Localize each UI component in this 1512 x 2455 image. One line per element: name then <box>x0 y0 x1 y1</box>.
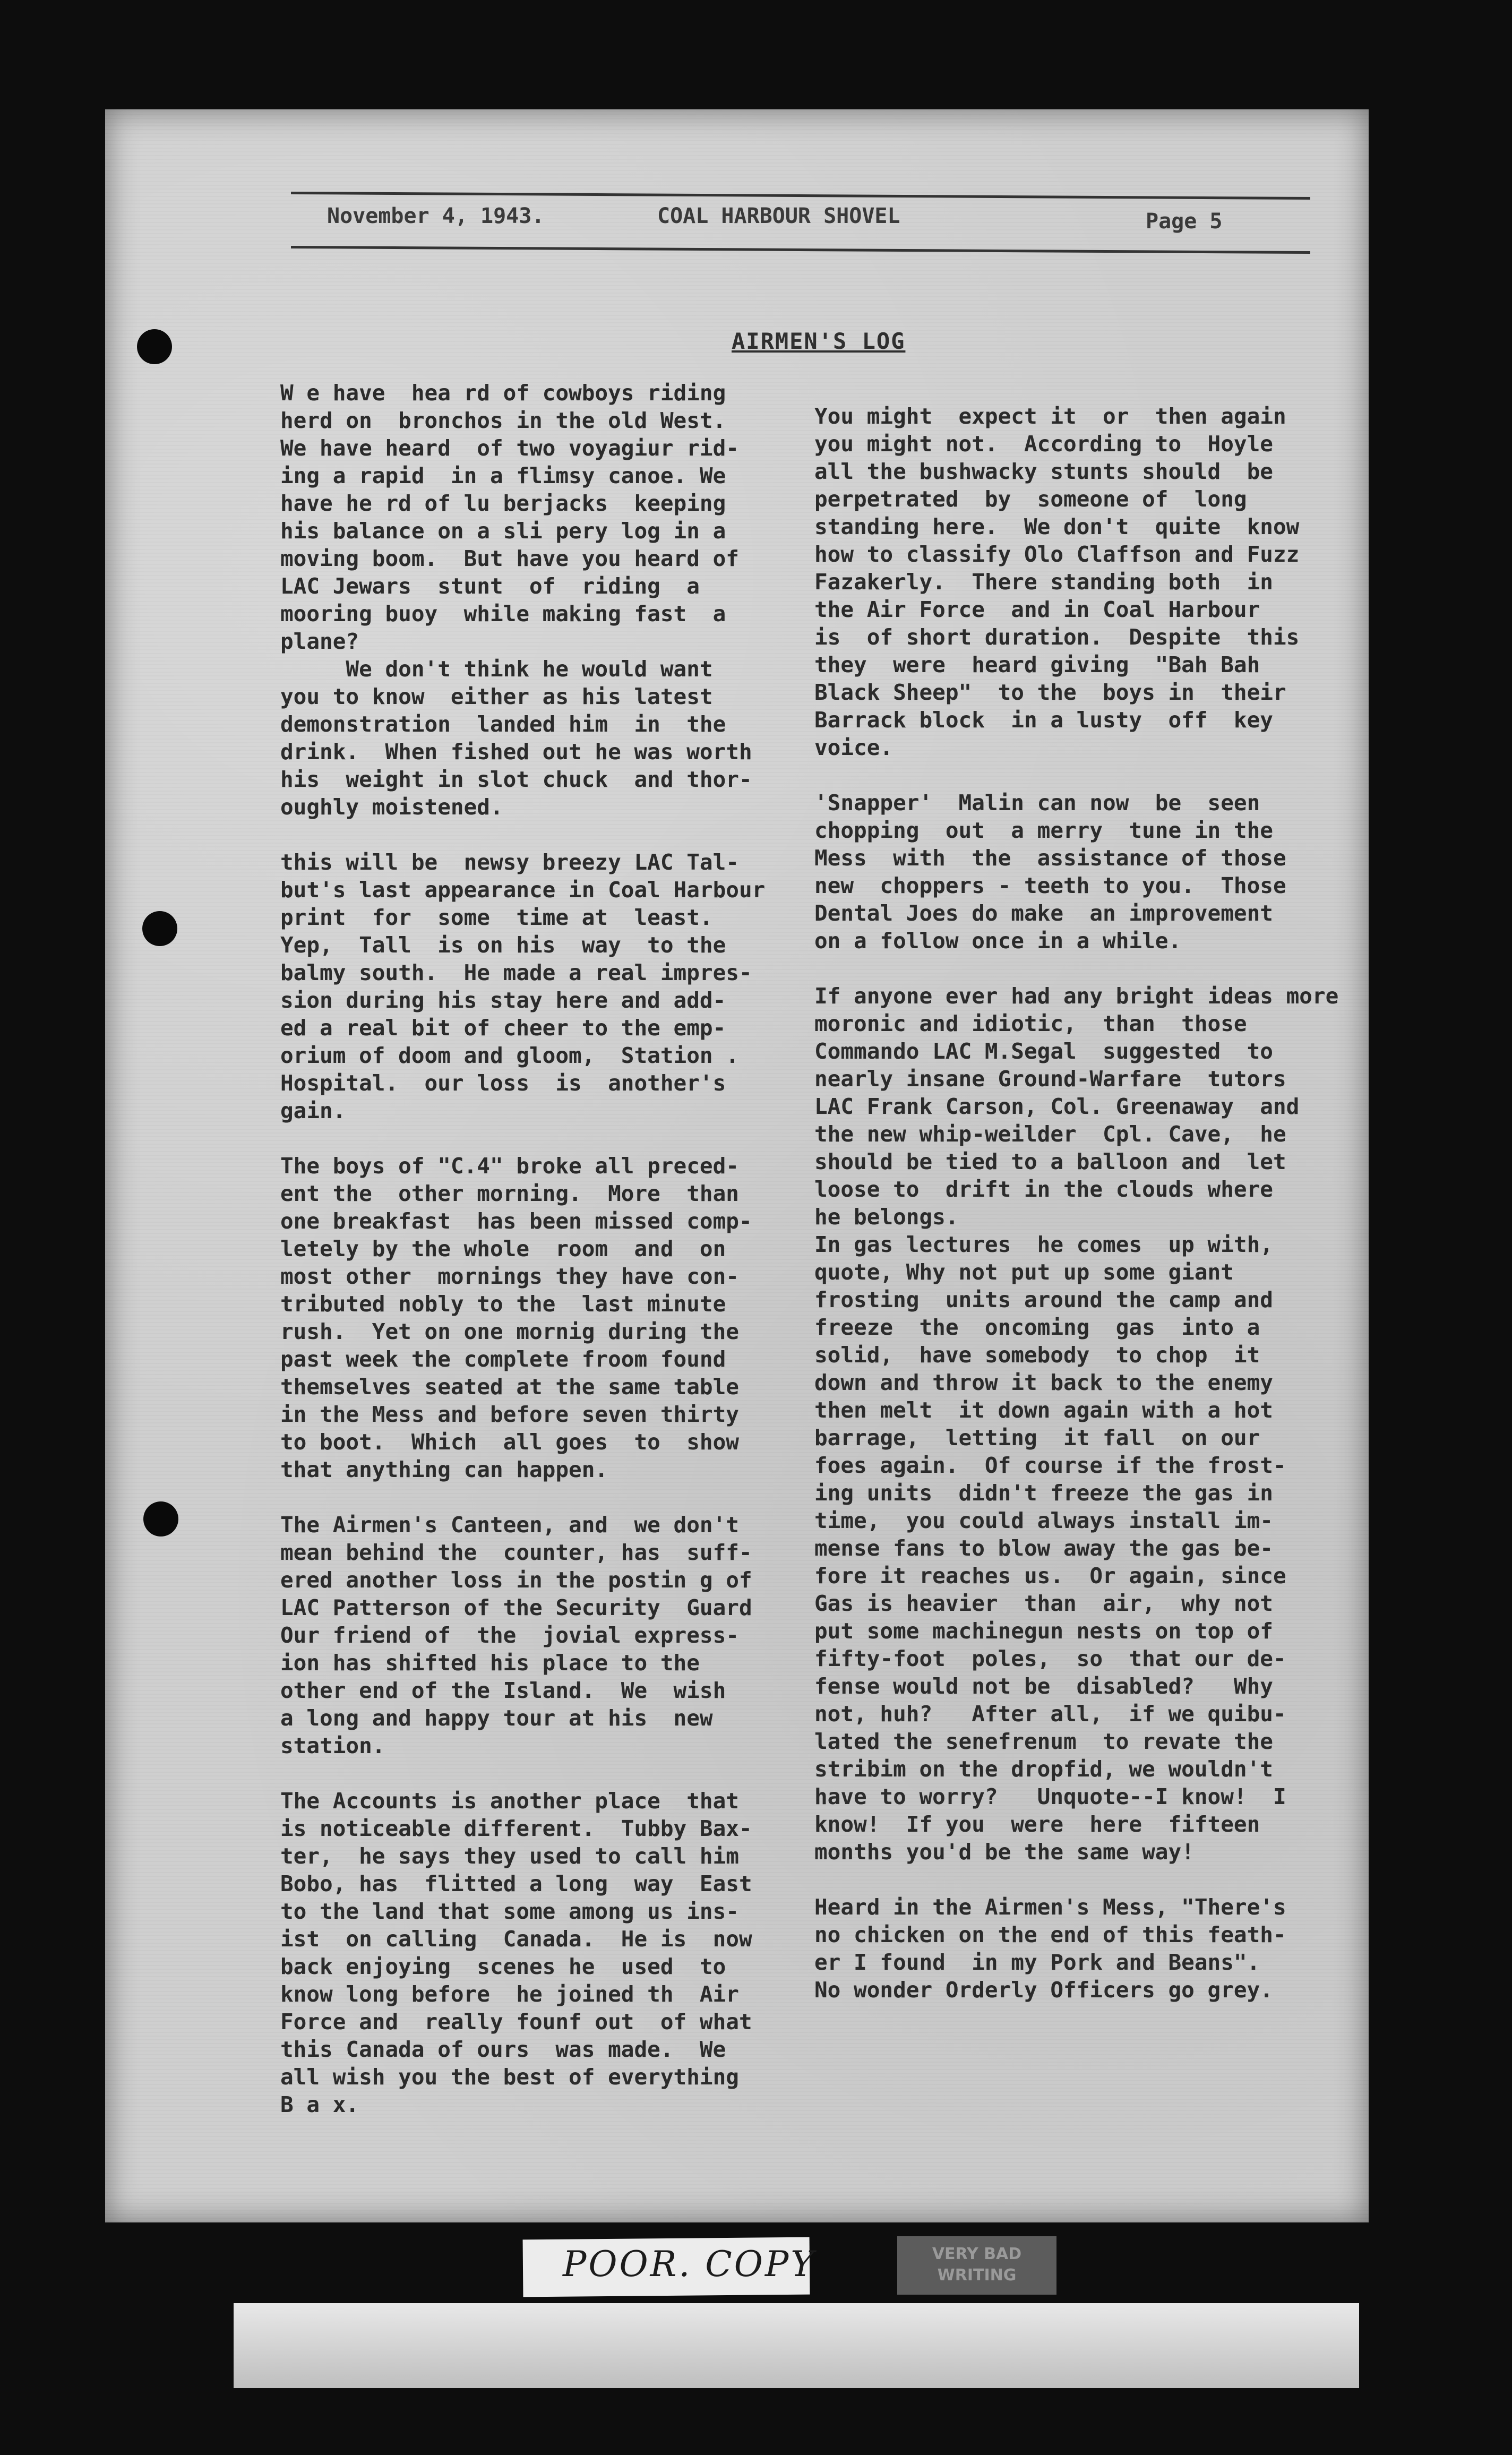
text-line: Heard in the Airmen's Mess, "There's <box>814 1894 1286 1920</box>
text-line: know! If you were here fifteen <box>814 1812 1260 1837</box>
text-line: Our friend of the jovial express- <box>280 1623 739 1648</box>
text-line: mooring buoy while making fast a <box>280 601 726 626</box>
text-line: LAC Patterson of the Security Guard <box>280 1595 752 1620</box>
text-line: Bobo, has flitted a long way East <box>280 1871 752 1896</box>
text-line: LAC Jewars stunt of riding a <box>280 573 700 599</box>
text-line: You might expect it or then again <box>814 404 1286 429</box>
text-line: voice. <box>814 735 894 760</box>
text-line: this will be newsy breezy LAC Tal- <box>280 849 739 875</box>
text-line: balmy south. He made a real impres- <box>280 960 752 985</box>
text-line: Force and really founf out of what <box>280 2009 752 2035</box>
text-line: sion during his stay here and add- <box>280 988 726 1013</box>
text-line: Hospital. our loss is another's <box>280 1070 726 1096</box>
text-line: In gas lectures he comes up with, <box>814 1232 1273 1257</box>
binder-hole-top <box>137 329 172 364</box>
text-line: most other mornings they have con- <box>280 1264 739 1289</box>
text-line: Yep, Tall is on his way to the <box>280 932 726 958</box>
text-line: quote, Why not put up some giant <box>814 1259 1234 1285</box>
text-line: The boys of "C.4" broke all preced- <box>280 1153 739 1179</box>
text-line: ist on calling Canada. He is now <box>280 1926 752 1952</box>
text-line: past week the complete froom found <box>280 1346 726 1372</box>
text-line: other end of the Island. We wish <box>280 1678 726 1703</box>
left-column <box>280 379 817 2146</box>
text-line: all the bushwacky stunts should be <box>814 459 1273 484</box>
text-line: 'Snapper' Malin can now be seen <box>814 790 1260 816</box>
paragraph <box>280 848 817 1125</box>
text-line: rush. Yet on one mornig during the <box>280 1319 739 1344</box>
text-line: is noticeable different. Tubby Bax- <box>280 1816 752 1841</box>
text-line: er I found in my Pork and Beans". <box>814 1950 1260 1975</box>
text-line: how to classify Olo Claffson and Fuzz <box>814 542 1300 567</box>
text-line: have he rd of lu berjacks keeping <box>280 491 726 516</box>
text-line: fense would not be disabled? Why <box>814 1673 1273 1699</box>
text-line: Black Sheep" to the boys in their <box>814 680 1286 705</box>
text-line: new choppers - teeth to you. Those <box>814 873 1286 898</box>
text-line: loose to drift in the clouds where <box>814 1177 1273 1202</box>
text-line: No wonder Orderly Officers go grey. <box>814 1977 1273 2003</box>
archive-stamp: VERY BAD WRITING <box>897 2236 1056 2295</box>
text-line: is of short duration. Despite this <box>814 624 1300 650</box>
text-line: ing a rapid in a flimsy canoe. We <box>280 463 726 488</box>
header-bottom-rule <box>291 246 1310 254</box>
text-line: fore it reaches us. Or again, since <box>814 1563 1286 1589</box>
text-line: plane? <box>280 629 359 654</box>
newsletter-page <box>105 109 1369 2222</box>
text-line: chopping out a merry tune in the <box>814 818 1273 843</box>
text-line: the new whip-weilder Cpl. Cave, he <box>814 1121 1286 1147</box>
text-line: drink. When fished out he was worth <box>280 739 752 765</box>
text-line: demonstration landed him in the <box>280 711 726 737</box>
text-line: months you'd be the same way! <box>814 1839 1195 1865</box>
paragraph <box>814 402 1361 761</box>
text-line: not, huh? After all, if we quibu- <box>814 1701 1286 1727</box>
text-line: his balance on a sli pery log in a <box>280 518 726 544</box>
text-line: foes again. Of course if the frost- <box>814 1453 1286 1478</box>
text-line: he belongs. <box>814 1204 959 1230</box>
text-line: ed a real bit of cheer to the emp- <box>280 1015 726 1041</box>
text-line: have to worry? Unquote--I know! I <box>814 1784 1286 1809</box>
text-line: perpetrated by someone of long <box>814 486 1247 512</box>
text-line: they were heard giving "Bah Bah <box>814 652 1260 677</box>
text-line: tributed nobly to the last minute <box>280 1291 726 1317</box>
text-line: back enjoying scenes he used to <box>280 1954 726 1979</box>
paragraph <box>814 789 1361 955</box>
binder-hole-bottom <box>143 1501 178 1536</box>
text-line: solid, have somebody to chop it <box>814 1342 1260 1368</box>
text-line: you might not. According to Hoyle <box>814 431 1273 457</box>
handwritten-note: POOR. COPY <box>563 2244 816 2285</box>
text-line: mean behind the counter, has suff- <box>280 1540 752 1565</box>
text-line: LAC Frank Carson, Col. Greenaway and <box>814 1094 1300 1119</box>
text-line: B a x. <box>280 2092 359 2117</box>
text-line: down and throw it back to the enemy <box>814 1370 1273 1395</box>
text-line: should be tied to a balloon and let <box>814 1149 1286 1174</box>
text-line: frosting units around the camp and <box>814 1287 1273 1312</box>
text-line: a long and happy tour at his new <box>280 1705 713 1731</box>
text-line: Barrack block in a lusty off key <box>814 707 1273 733</box>
text-line: fifty-foot poles, so that our de- <box>814 1646 1286 1671</box>
text-line: nearly insane Ground-Warfare tutors <box>814 1066 1286 1092</box>
text-line: ter, he says they used to call him <box>280 1843 739 1869</box>
paragraph <box>280 379 817 821</box>
text-line: oughly moistened. <box>280 794 503 820</box>
text-line: Mess with the assistance of those <box>814 845 1286 871</box>
text-line: then melt it down again with a hot <box>814 1397 1273 1423</box>
text-line: you to know either as his latest <box>280 684 713 709</box>
text-line: orium of doom and gloom, Station . <box>280 1043 739 1068</box>
text-line: standing here. We don't quite know <box>814 514 1300 539</box>
text-line: ion has shifted his place to the <box>280 1650 700 1676</box>
text-line: the Air Force and in Coal Harbour <box>814 597 1260 622</box>
text-line: moving boom. But have you heard of <box>280 546 739 571</box>
binder-hole-middle <box>142 911 177 946</box>
text-line: Dental Joes do make an improvement <box>814 900 1273 926</box>
text-line: station. <box>280 1733 385 1758</box>
text-line: themselves seated at the same table <box>280 1374 739 1400</box>
text-line: put some machinegun nests on top of <box>814 1618 1273 1644</box>
text-line: time, you could always install im- <box>814 1508 1273 1533</box>
header-publication: COAL HARBOUR SHOVEL <box>657 204 900 228</box>
paragraph <box>280 1511 817 1759</box>
article-title: AIRMEN'S LOG <box>732 328 906 354</box>
text-line: freeze the oncoming gas into a <box>814 1315 1260 1340</box>
paragraph <box>280 1152 817 1483</box>
paragraph <box>814 982 1361 1866</box>
text-line: lated the senefrenum to revate the <box>814 1729 1273 1754</box>
right-column <box>814 402 1361 2031</box>
text-line: ing units didn't freeze the gas in <box>814 1480 1273 1506</box>
text-line: mense fans to blow away the gas be- <box>814 1535 1273 1561</box>
text-line: print for some time at least. <box>280 905 713 930</box>
text-line: barrage, letting it fall on our <box>814 1425 1260 1450</box>
paragraph <box>280 1787 817 2118</box>
text-line: but's last appearance in Coal Harbour <box>280 877 766 903</box>
text-line: Gas is heavier than air, why not <box>814 1591 1273 1616</box>
text-line: W e have hea rd of cowboys riding <box>280 380 726 406</box>
archive-label-strip <box>234 2303 1359 2388</box>
header-date: November 4, 1943. <box>327 204 545 228</box>
text-line: no chicken on the end of this feath- <box>814 1922 1286 1947</box>
text-line: The Airmen's Canteen, and we don't <box>280 1512 739 1538</box>
text-line: We don't think he would want <box>280 656 713 682</box>
text-line: in the Mess and before seven thirty <box>280 1402 739 1427</box>
text-line: stribim on the dropfid, we wouldn't <box>814 1756 1273 1782</box>
text-line: moronic and idiotic, than those <box>814 1011 1247 1036</box>
text-line: letely by the whole room and on <box>280 1236 726 1261</box>
text-line: on a follow once in a while. <box>814 928 1182 954</box>
paragraph <box>814 1893 1361 2004</box>
header-page-number: Page 5 <box>1146 209 1223 234</box>
text-line: If anyone ever had any bright ideas more <box>814 983 1339 1009</box>
header-top-rule <box>291 192 1310 200</box>
text-line: Commando LAC M.Segal suggested to <box>814 1038 1273 1064</box>
text-line: to the land that some among us ins- <box>280 1899 739 1924</box>
text-line: ent the other morning. More than <box>280 1181 739 1206</box>
text-line: The Accounts is another place that <box>280 1788 739 1814</box>
text-line: ered another loss in the postin g of <box>280 1567 752 1593</box>
text-line: his weight in slot chuck and thor- <box>280 767 752 792</box>
text-line: to boot. Which all goes to show <box>280 1429 739 1455</box>
text-line: one breakfast has been missed comp- <box>280 1208 752 1234</box>
text-line: that anything can happen. <box>280 1457 608 1482</box>
text-line: We have heard of two voyagiur rid- <box>280 435 739 461</box>
text-line: gain. <box>280 1098 346 1123</box>
text-line: know long before he joined th Air <box>280 1981 739 2007</box>
text-line: all wish you the best of everything <box>280 2064 739 2090</box>
text-line: Fazakerly. There standing both in <box>814 569 1273 595</box>
text-line: this Canada of ours was made. We <box>280 2037 726 2062</box>
text-line: herd on bronchos in the old West. <box>280 408 726 433</box>
